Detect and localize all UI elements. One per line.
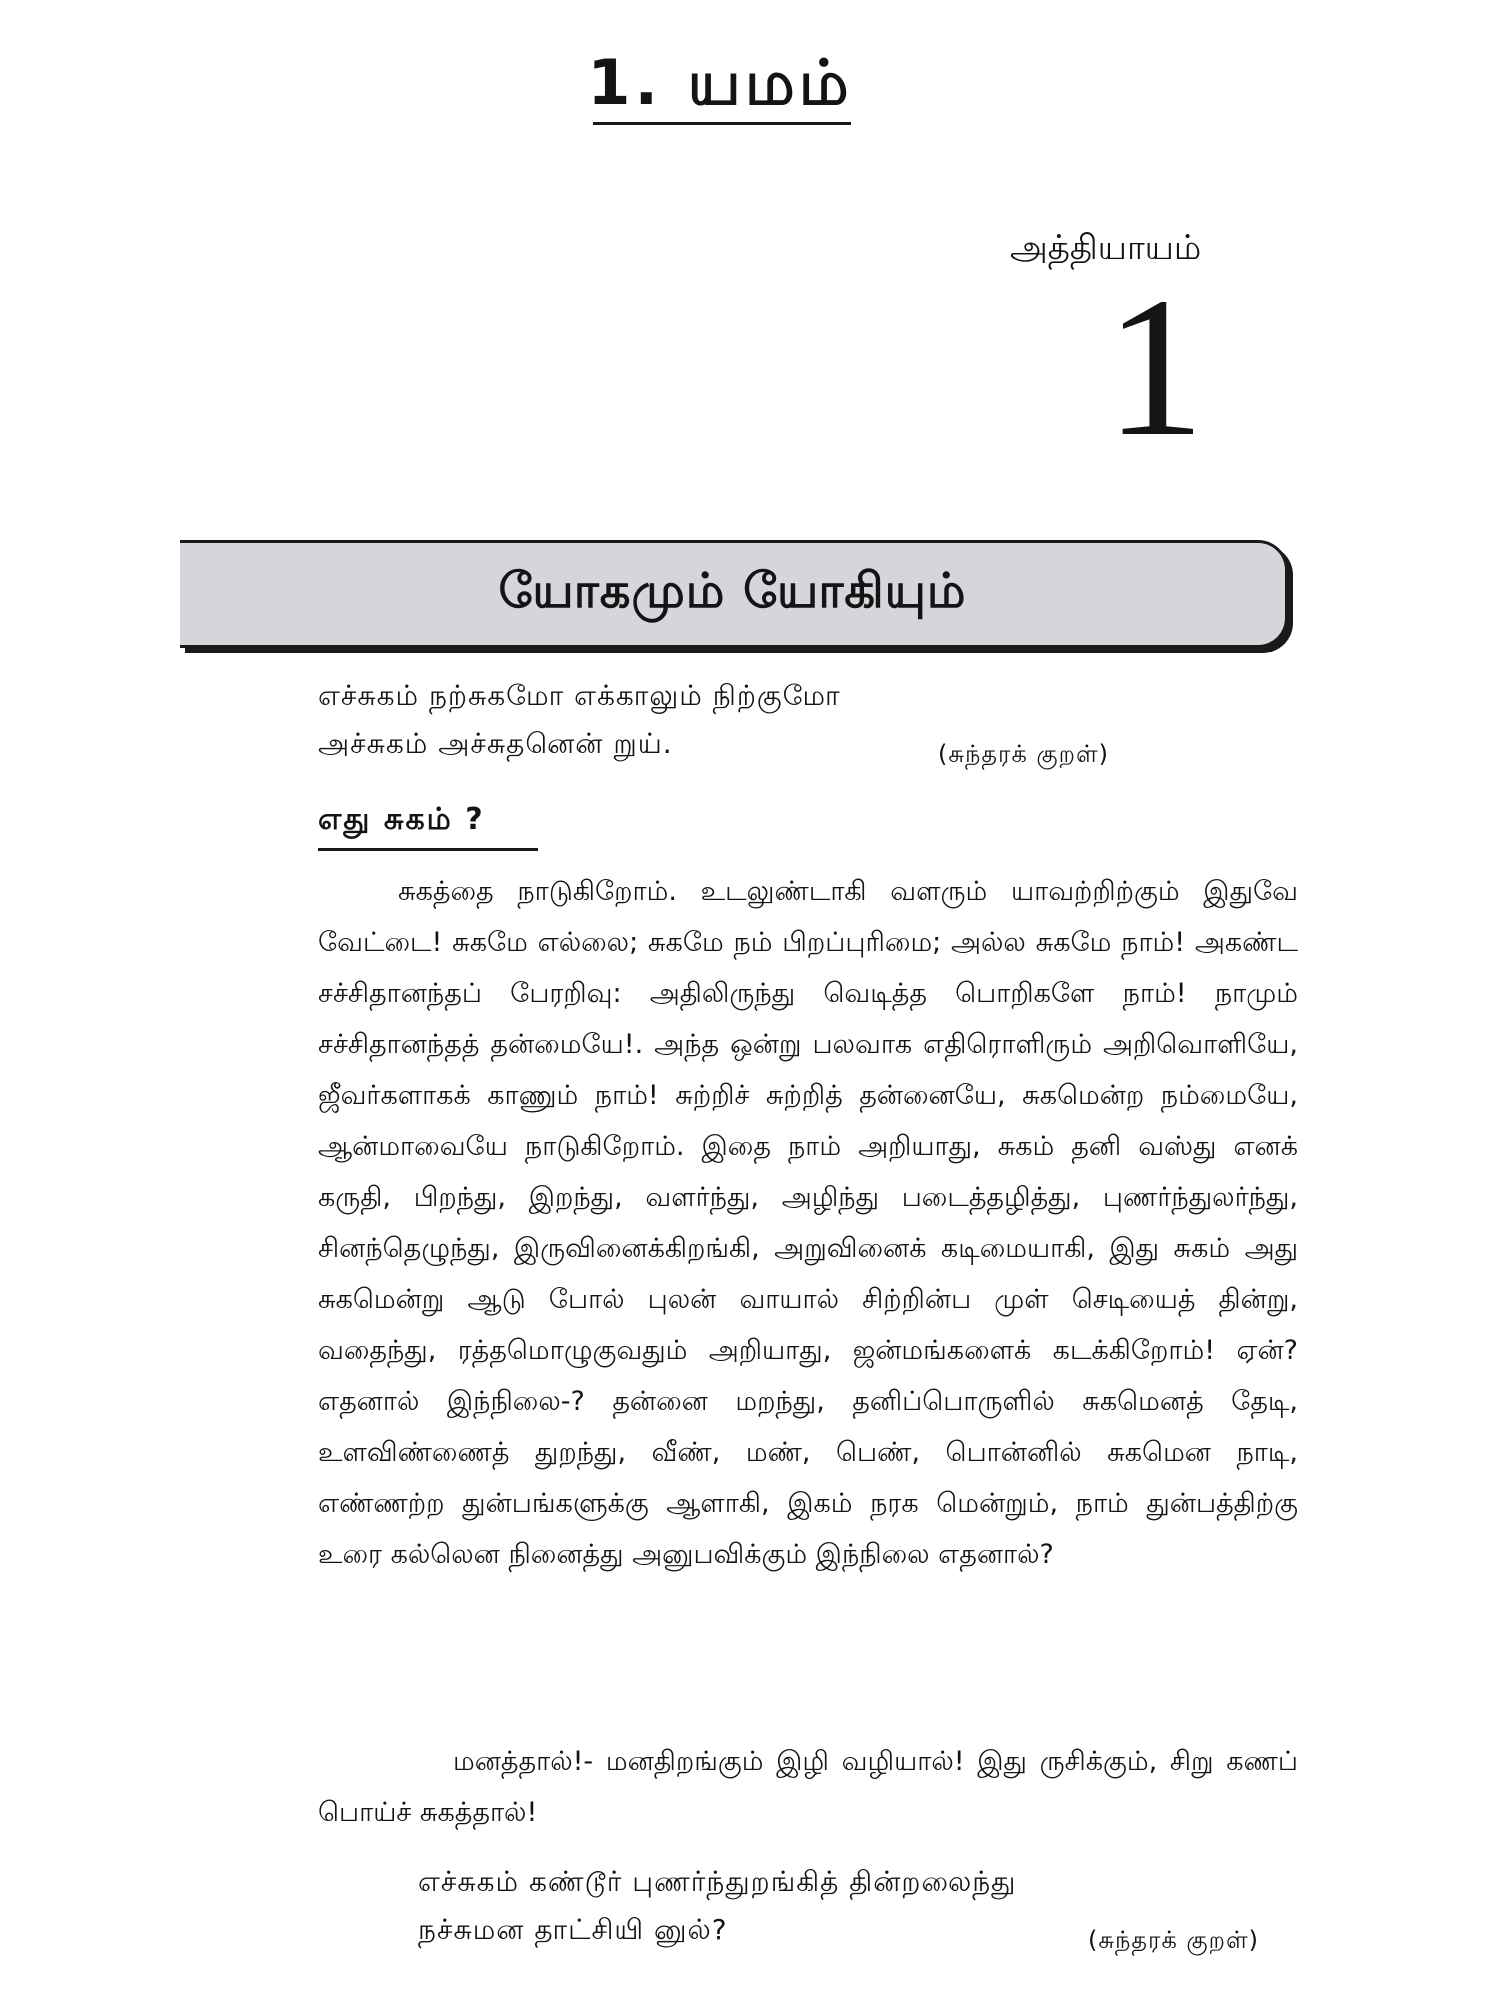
- section-title-underline: [593, 122, 851, 125]
- chapter-number: 1: [1105, 257, 1205, 478]
- body-paragraph: [318, 866, 1298, 1580]
- verse-source: (சுந்தரக் குறள்): [1088, 1926, 1259, 1954]
- section-title: [585, 38, 855, 128]
- verse-line: அச்சுகம் அச்சுதனென் றுய்.: [318, 727, 673, 760]
- paragraph-text: மனத்தால்!- மனதிறங்கும் இழி வழியால்! இது ருசிக்கும், சிறு கணப் பொய்ச் சுகத்தால்!: [318, 1746, 1298, 1828]
- section-number: 1.: [587, 46, 663, 119]
- verse-line: நச்சுமன தாட்சியி னுல்?: [418, 1913, 728, 1946]
- section-name: யமம்: [687, 46, 853, 119]
- verse-line: எச்சுகம் கண்டூர் புணர்ந்துறங்கித் தின்றலைந்து: [418, 1865, 1017, 1898]
- chapter-title-banner: [180, 540, 1288, 648]
- body-paragraph: [318, 1736, 1298, 1838]
- paragraph-text: சுகத்தை நாடுகிறோம். உடலுண்டாகி வளரும் யாவற்றிற்கும் இதுவே வேட்டை! சுகமே எல்லை; சுகமே நம் பிறப்புரிமை; அல்ல சுகமே நாம்! அகண்ட சச்சிதானந்தப் பேரறிவு: அதிலிருந்து வெடித்த பொறிகளே நாம்! நாமும் சச்சிதானந்தத் தன்மையே!. அந்த ஒன்று பலவாக எதிரொளிரும் அறிவொளியே, ஜீவர்களாகக் காணும் நாம்! சுற்றிச் சுற்றித் தன்னையே, சுகமென்ற நம்மையே, ஆன்மாவையே நாடுகிறோம். இதை நாம் அறியாது, சுகம் தனி வஸ்து எனக் கருதி, பிறந்து, இறந்து, வளர்ந்து, அழிந்து படைத்தழித்து, புணர்ந்துலர்ந்து, சினந்தெழுந்து, இருவினைக்கிறங்கி, அறுவினைக் கடிமையாகி, இது சுகம் அது சுகமென்று ஆடு போல் புலன் வாயால் சிற்றின்ப முள் செடியைத் தின்று, வதைந்து, ரத்தமொழுகுவதும் அறியாது, ஜன்மங்களைக் கடக்கிறோம்! ஏன்? எதனால் இந்நிலை-? தன்னை மறந்து, தனிப்பொருளில் சுகமெனத் தேடி, உளவிண்ணைத் துறந்து, வீண், மண், பெண், பொன்னில் சுகமென நாடி, எண்ணற்ற துன்பங்களுக்கு ஆளாகி, இகம் நரக மென்றும், நாம் துன்பத்திற்கு உரை கல்லென நினைத்து அனுபவிக்கும் இந்நிலை எதனால்?: [318, 876, 1298, 1570]
- chapter-label: அத்தியாயம்: [1010, 228, 1202, 268]
- opening-verse: [318, 672, 1158, 772]
- chapter-title: யோகமும் யோகியும்: [498, 563, 967, 619]
- closing-verse: [418, 1858, 1298, 1958]
- verse-source: (சுந்தரக் குறள்): [938, 740, 1109, 768]
- subheading: எது சுகம் ?: [318, 798, 538, 851]
- verse-line: எச்சுகம் நற்சுகமோ எக்காலும் நிற்குமோ: [318, 679, 841, 712]
